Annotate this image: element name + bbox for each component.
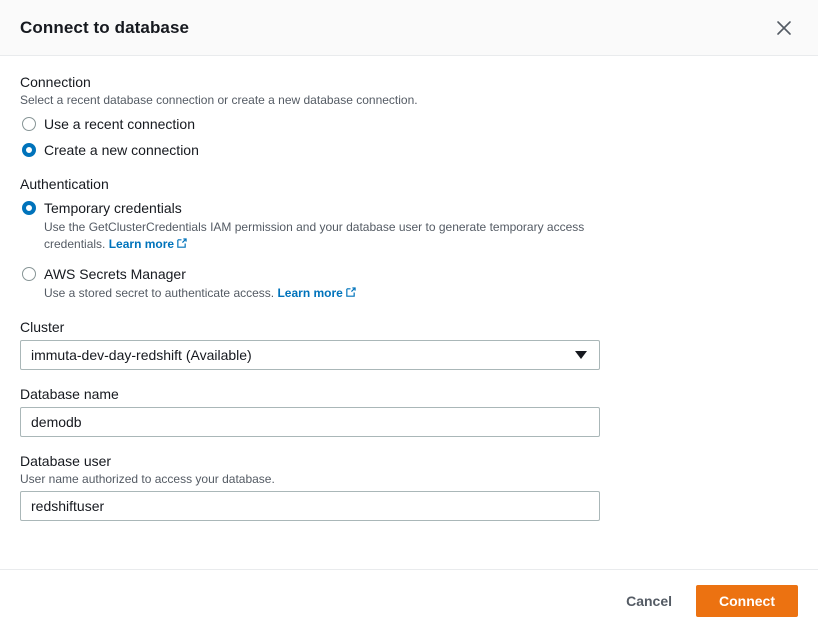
learn-more-link[interactable]: Learn more bbox=[108, 237, 175, 251]
radio-aws-secrets-manager[interactable] bbox=[20, 264, 798, 303]
modal-header bbox=[0, 0, 818, 56]
connection-description: Select a recent database connection or create a new database connection. bbox=[20, 93, 418, 107]
cluster-selected-value: immuta-dev-day-redshift (Available) bbox=[31, 347, 252, 363]
radio-label: AWS Secrets Manager bbox=[44, 266, 186, 282]
connection-heading: Connection bbox=[20, 74, 91, 90]
connection-section bbox=[20, 74, 798, 160]
cluster-select[interactable] bbox=[20, 340, 600, 370]
external-link-icon bbox=[176, 237, 187, 254]
radio-indicator bbox=[22, 267, 36, 281]
modal-body bbox=[0, 56, 818, 569]
authentication-heading: Authentication bbox=[20, 176, 109, 192]
external-link-icon bbox=[345, 286, 356, 303]
chevron-down-icon bbox=[575, 351, 587, 359]
radio-help-text bbox=[44, 285, 356, 303]
modal-footer bbox=[0, 569, 818, 631]
database-user-input[interactable] bbox=[20, 491, 600, 521]
connect-button[interactable]: Connect bbox=[696, 585, 798, 617]
radio-indicator bbox=[22, 117, 36, 131]
help-text: Use a stored secret to authenticate access. bbox=[44, 286, 275, 300]
radio-use-recent-connection[interactable] bbox=[20, 114, 798, 134]
database-name-input[interactable] bbox=[20, 407, 600, 437]
database-user-description: User name authorized to access your database. bbox=[20, 472, 275, 486]
cluster-label: Cluster bbox=[20, 319, 65, 335]
radio-create-new-connection[interactable] bbox=[20, 140, 798, 160]
authentication-section bbox=[20, 176, 798, 303]
database-user-label: Database user bbox=[20, 453, 112, 469]
radio-label: Temporary credentials bbox=[44, 200, 182, 216]
help-text: Use the GetClusterCredentials IAM permission and your database user to generate temporary access credentials. bbox=[44, 220, 585, 251]
radio-indicator-selected bbox=[22, 201, 36, 215]
radio-label: Create a new connection bbox=[44, 142, 199, 158]
database-name-field-group bbox=[20, 386, 798, 437]
database-name-label: Database name bbox=[20, 386, 119, 402]
database-user-field-group bbox=[20, 453, 798, 521]
radio-help-text bbox=[44, 219, 604, 254]
page-title: Connect to database bbox=[20, 17, 190, 37]
cancel-button[interactable]: Cancel bbox=[620, 585, 678, 617]
learn-more-link[interactable]: Learn more bbox=[277, 286, 343, 300]
radio-indicator-selected bbox=[22, 143, 36, 157]
close-icon[interactable] bbox=[770, 14, 798, 42]
cluster-field-group bbox=[20, 319, 798, 370]
radio-temporary-credentials[interactable] bbox=[20, 198, 798, 254]
radio-label: Use a recent connection bbox=[44, 116, 195, 132]
